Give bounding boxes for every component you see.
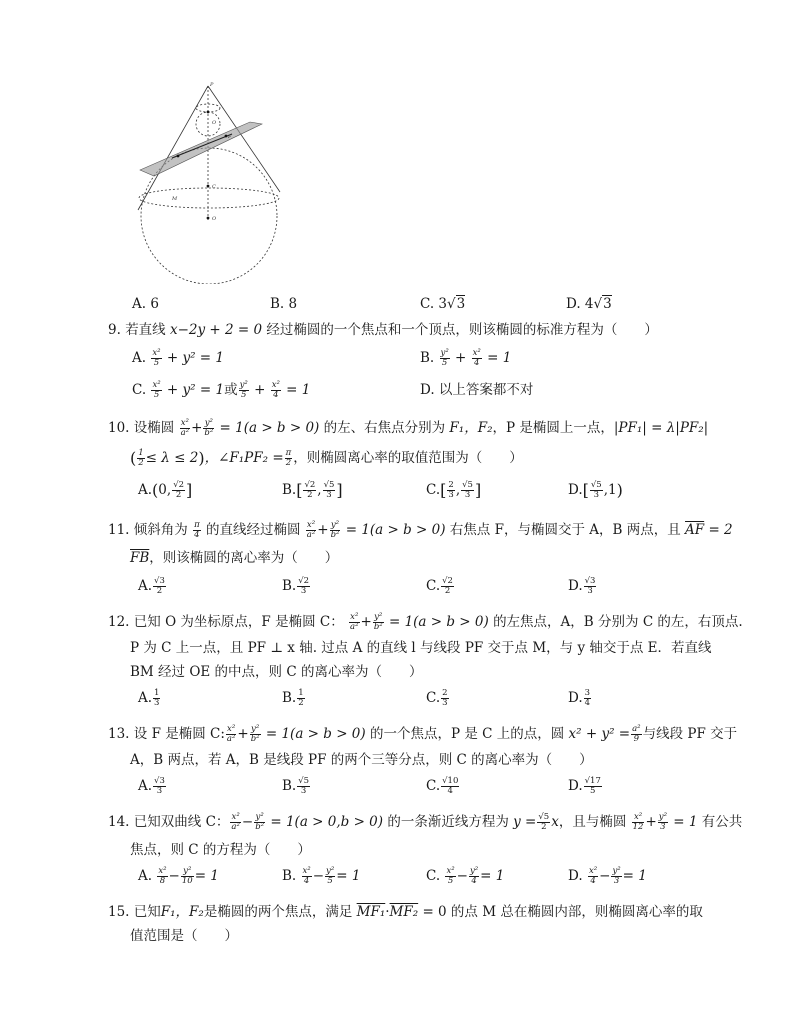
fraction: $\frac{1}{2}$: [138, 448, 144, 468]
fraction: $\frac{√5}{3}$: [298, 776, 310, 796]
fraction: $\frac{1}{3}$: [154, 688, 160, 708]
option-label: A.: [138, 868, 153, 884]
stem: 的左、右焦点分别为: [323, 420, 446, 436]
stem: 已知: [133, 904, 161, 920]
stem: 值范围是（ ）: [130, 928, 238, 944]
question-12-line2: [130, 638, 712, 658]
variable: x: [551, 814, 559, 830]
stem: ，则该椭圆的离心率为（ ）: [149, 550, 339, 566]
fraction: $\frac{\text{y²}}{10}$: [181, 866, 193, 886]
equation: = 1: [336, 868, 361, 884]
q14-option-b[interactable]: B. $\frac{\text{x²}}{4}$ − $\frac{\text{y²}}{5}$ = 1: [282, 866, 361, 886]
equation: = 1: [622, 868, 647, 884]
fraction: $\frac{√3}{3}$: [154, 776, 165, 796]
q12-option-b[interactable]: [282, 688, 306, 708]
vector: MF₁: [356, 904, 386, 920]
option-label: C.: [426, 778, 441, 794]
fraction: $\frac{√5}{3}$: [590, 480, 602, 500]
stem: 设椭圆: [133, 420, 175, 436]
asymptote: y =: [513, 814, 537, 830]
question-15-line2: [130, 926, 238, 946]
option-label: B. 8: [270, 296, 298, 312]
question-number: 10.: [108, 420, 130, 436]
stem: 焦点，则 C 的方程为（ ）: [130, 842, 311, 858]
question-13: 13. 设 F 是椭圆 C: $\frac{\text{x²}}{\text{a²}}$ + $\frac{\text{y²}}{\text{b²}}$ = 1(a > b > 0) 的一个焦点，P 是 C 上的点，圆 x² + y² = $\frac{\text{a²}}{9}$ 与线段 PF 交于: [108, 724, 738, 744]
q11-option-b[interactable]: [282, 576, 311, 596]
question-number: 13.: [108, 726, 130, 742]
condition: = 1(a > b > 0): [219, 420, 320, 436]
option-label: C.: [426, 578, 441, 594]
fraction: $\frac{√17}{5}$: [584, 776, 601, 796]
stem: ，且与椭圆: [558, 814, 627, 830]
q8-option-d[interactable]: [566, 294, 612, 314]
fraction: $\frac{\text{x²}}{\text{a²}}$: [350, 612, 359, 632]
fraction: $\frac{\text{x²}}{12}$: [632, 812, 644, 832]
stem: 设 F 是椭圆 C:: [133, 726, 225, 742]
q9-option-a[interactable]: A. $\frac{\text{x²}}{5}$ + y² = 1: [132, 348, 224, 368]
fraction: $\frac{\text{x²}}{\text{a²}}$: [306, 520, 316, 540]
stem: A，B 两点，若 A，B 是线段 PF 的两个三等分点，则 C 的离心率为（ ）: [130, 752, 593, 768]
fraction: $\frac{\text{x²}}{4}$: [271, 380, 280, 400]
fraction: $\frac{\text{x²}}{5}$: [152, 348, 161, 368]
option-label: D.: [568, 868, 583, 884]
option-label: B.: [282, 578, 297, 594]
angle: ，∠F₁PF₂ =: [204, 450, 284, 466]
fraction: $\frac{\text{y²}}{\text{b²}}$: [250, 724, 260, 744]
fraction: $\frac{\text{y²}}{\text{b²}}$: [255, 812, 265, 832]
fraction: $\frac{\text{y²}}{\text{b²}}$: [204, 418, 214, 438]
option-label: C.: [426, 482, 441, 498]
option-label: D. 4: [566, 296, 594, 312]
q12-option-a[interactable]: [138, 688, 161, 708]
q8-option-c[interactable]: [420, 294, 465, 314]
stem: 倾斜角为: [133, 522, 188, 538]
stem: 是椭圆的两个焦点，满足: [203, 904, 353, 920]
question-12-line3: [130, 662, 422, 682]
stem: ，P 是椭圆上一点，: [492, 420, 614, 436]
question-13-line2: [130, 750, 593, 770]
q14-option-a[interactable]: A. $\frac{\text{x²}}{8}$ − $\frac{\text{y²}}{10}$ = 1: [138, 866, 219, 886]
fraction: $\frac{\text{y²}}{3}$: [612, 866, 621, 886]
ratio: |PF₁| = λ|PF₂|: [613, 420, 709, 436]
fraction: $\frac{√3}{2}$: [154, 576, 165, 596]
question-12: 12. 已知 O 为坐标原点，F 是椭圆 C： $\frac{\text{x²}}{\text{a²}}$ + $\frac{\text{y²}}{\text{b²}}$ = 1(a > b > 0) 的左焦点，A，B 分别为 C 的左，右顶点.: [108, 612, 743, 632]
equation: = 1: [194, 868, 219, 884]
sqrt-icon: √: [447, 296, 456, 312]
svg-text:F: F: [228, 134, 232, 140]
fraction: $\frac{\text{x²}}{4}$: [302, 866, 311, 886]
option-label: B.: [282, 868, 297, 884]
question-15: [108, 902, 703, 922]
stem: 的一个焦点，P 是 C 上的点，圆: [369, 726, 565, 742]
option-label: A.: [138, 778, 153, 794]
stem: 经过椭圆的一个焦点和一个顶点，则该椭圆的标准方程为（ ）: [266, 322, 658, 338]
option-label: B.: [282, 690, 297, 706]
q13-option-d[interactable]: [568, 776, 603, 796]
fraction: $\frac{√2}{2}$: [304, 480, 316, 500]
fraction: $\frac{\text{y²}}{\text{b²}}$: [330, 520, 340, 540]
condition: = 1(a > b > 0): [345, 522, 446, 538]
q13-option-b[interactable]: [282, 776, 311, 796]
foci: F₁，F₂: [160, 904, 204, 920]
dot-operator: ·: [385, 904, 390, 920]
fraction: $\frac{\text{x²}}{5}$: [152, 380, 161, 400]
q8-option-b[interactable]: [270, 294, 297, 314]
foci: F₁，F₂: [449, 420, 493, 436]
stem: 已知双曲线 C：: [133, 814, 230, 830]
fraction: $\frac{\text{x²}}{\text{a²}}$: [180, 418, 190, 438]
fraction: $\frac{√5}{3}$: [462, 480, 473, 500]
q10-option-a[interactable]: A.(0, $\frac{√2}{2}$ ]: [138, 480, 193, 500]
svg-text:C: C: [212, 184, 216, 190]
question-10-line2: ( $\frac{1}{2}$ ≤ λ ≤ 2)，∠F₁PF₂ = $\frac{\pi}{2}$ ，则椭圆离心率的取值范围为（ ）: [130, 448, 523, 468]
option-label: C.: [132, 382, 147, 398]
q13-option-a[interactable]: [138, 776, 167, 796]
fraction: $\frac{√5}{3}$: [323, 480, 335, 500]
q9-option-b[interactable]: B. $\frac{\text{y²}}{5}$ + $\frac{\text{x²}}{4}$ = 1: [420, 348, 512, 368]
fraction: $\frac{\text{x²}}{4}$: [588, 866, 598, 886]
svg-text:O: O: [212, 216, 217, 222]
stem: 有公共: [701, 814, 743, 830]
fraction: $\frac{2}{3}$: [448, 480, 454, 500]
fraction: $\frac{\text{y²}}{5}$: [440, 348, 449, 368]
stem: 与线段 PF 交于: [642, 726, 738, 742]
fraction: $\frac{√10}{4}$: [442, 776, 459, 796]
option-label: A.: [138, 690, 153, 706]
option-label: A.: [138, 482, 153, 498]
q10-option-b[interactable]: B.[ $\frac{√2}{2}$ , $\frac{√5}{3}$ ]: [282, 480, 343, 500]
vector: MF₂: [389, 904, 419, 920]
svg-text:P: P: [210, 82, 214, 88]
fraction: $\frac{1}{2}$: [298, 688, 304, 708]
fraction: $\frac{\text{x²}}{8}$: [158, 866, 167, 886]
fraction: $\frac{\text{y²}}{3}$: [658, 812, 667, 832]
question-9: [108, 320, 658, 340]
fraction: $\frac{√2}{2}$: [442, 576, 453, 596]
question-11: 11. 倾斜角为 $\frac{\pi}{4}$ 的直线经过椭圆 $\frac{\text{x²}}{\text{a²}}$ + $\frac{\text{y²}}{\text{b²}}$ = 1(a > b > 0) 右焦点 F，与椭圆交于 A，B 两点，且 $\overline{AF} = 2$: [108, 520, 733, 540]
q10-option-d[interactable]: D.[ $\frac{√5}{3}$ ,1): [568, 480, 623, 500]
stem: 的左焦点，A，B 分别为 C 的左，右顶点.: [493, 614, 743, 630]
fraction: $\frac{3}{4}$: [584, 688, 591, 708]
question-14-line2: [130, 840, 311, 860]
cone-sphere-figure: [132, 82, 282, 284]
fraction: $\frac{\text{y²}}{\text{b²}}$: [373, 612, 383, 632]
question-11-line2: [130, 548, 338, 568]
q9-option-d[interactable]: [420, 380, 533, 400]
question-10: 10. 设椭圆 $\frac{\text{x²}}{\text{a²}}$ + $\frac{\text{y²}}{\text{b²}}$ = 1(a > b > 0) 的左、右焦点分别为 F₁，F₂，P 是椭圆上一点，|PF₁| = λ|PF₂|: [108, 418, 709, 438]
option-label: B.: [282, 778, 297, 794]
q11-option-a[interactable]: [138, 576, 167, 596]
stem: 的一条渐近线方程为: [387, 814, 509, 830]
option-label: B.: [282, 482, 297, 498]
option-label: C.: [426, 690, 441, 706]
q12-option-d[interactable]: [568, 688, 592, 708]
radicand: 3: [456, 296, 466, 312]
option-label: C.: [426, 868, 441, 884]
option-label: A.: [138, 578, 153, 594]
fraction: $\frac{\pi}{2}$: [285, 448, 292, 468]
stem: P 为 C 上一点，且 PF ⊥ x 轴. 过点 A 的直线 l 与线段 PF 交于点 M，与 y 轴交于点 E．若直线: [130, 640, 712, 656]
fraction: $\frac{√2}{3}$: [298, 576, 310, 596]
range: ≤ λ ≤ 2: [145, 450, 199, 466]
option-label: D.: [568, 482, 583, 498]
option-label: D.: [568, 690, 583, 706]
q14-option-c[interactable]: C. $\frac{\text{x²}}{5}$ − $\frac{\text{y²}}{4}$ = 1: [426, 866, 505, 886]
option-label: D.: [568, 778, 583, 794]
fraction: $\frac{\text{a²}}{9}$: [632, 724, 641, 744]
line-equation: x−2y + 2 = 0: [169, 322, 263, 338]
option-label: D.: [568, 578, 583, 594]
question-number: 15.: [108, 904, 130, 920]
option-label: D. 以上答案都不对: [420, 382, 534, 398]
vector: $\overline{FB}$: [130, 550, 150, 566]
condition: = 1(a > 0,b > 0): [270, 814, 384, 830]
option-label: B.: [420, 350, 435, 366]
fraction: $\frac{√2}{2}$: [173, 480, 185, 500]
fraction: $\frac{2}{3}$: [442, 688, 448, 708]
condition: = 1(a > b > 0): [265, 726, 366, 742]
fraction: $\frac{\text{x²}}{4}$: [472, 348, 481, 368]
fraction: $\frac{\text{x²}}{\text{a²}}$: [226, 724, 236, 744]
stem: 右焦点 F，与椭圆交于 A，B 两点，且: [449, 522, 681, 538]
q13-option-c[interactable]: [426, 776, 460, 796]
q11-option-d[interactable]: [568, 576, 597, 596]
radicand: 3: [603, 296, 612, 312]
circle-equation: x² + y² =: [568, 726, 631, 742]
fraction: $\frac{\text{y²}}{5}$: [239, 380, 248, 400]
option-label: A. 6: [132, 296, 159, 312]
stem: BM 经过 OE 的中点，则 C 的离心率为（ ）: [130, 664, 423, 680]
fraction: $\frac{\text{y²}}{5}$: [326, 866, 335, 886]
svg-text:M: M: [172, 196, 178, 202]
q11-option-c[interactable]: [426, 576, 455, 596]
stem: 若直线: [125, 322, 166, 338]
fraction: $\frac{√5}{2}$: [538, 812, 550, 832]
question-number: 14.: [108, 814, 130, 830]
question-number: 12.: [108, 614, 130, 630]
stem: 的直线经过椭圆: [205, 522, 301, 538]
question-number: 9.: [108, 322, 121, 338]
fraction: $\frac{\text{x²}}{\text{a²}}$: [231, 812, 240, 832]
q10-option-c[interactable]: C.[ $\frac{2}{3}$ , $\frac{√5}{3}$ ]: [426, 480, 482, 500]
equation: = 1: [673, 814, 698, 830]
q14-option-d[interactable]: D. $\frac{\text{x²}}{4}$ − $\frac{\text{y²}}{3}$ = 1: [568, 866, 647, 886]
question-number: 11.: [108, 522, 130, 538]
option-label: A.: [132, 350, 147, 366]
or-text: 或: [224, 382, 238, 398]
svg-text:O: O: [212, 120, 217, 126]
q12-option-c[interactable]: [426, 688, 450, 708]
option-label: C. 3: [420, 296, 448, 312]
equation: = 1: [480, 868, 505, 884]
condition: = 1(a > b > 0): [388, 614, 489, 630]
stem: ，则椭圆离心率的取值范围为（ ）: [293, 450, 523, 466]
equation: = 2: [708, 522, 733, 538]
fraction: $\frac{\text{x²}}{5}$: [446, 866, 455, 886]
vector: $\overline{AF}$: [685, 522, 705, 538]
stem: 已知 O 为坐标原点，F 是椭圆 C：: [133, 614, 344, 630]
q9-option-c[interactable]: C. $\frac{\text{x²}}{5}$ + y² = 1或 $\frac{\text{y²}}{5}$ + $\frac{\text{x²}}{4}$ = 1: [132, 380, 311, 400]
fraction: $\frac{√3}{3}$: [584, 576, 596, 596]
question-14: 14. 已知双曲线 C： $\frac{\text{x²}}{\text{a²}}$ − $\frac{\text{y²}}{\text{b²}}$ = 1(a > 0,b > 0) 的一条渐近线方程为 y = $\frac{√5}{2}$ x，且与椭圆 $\frac{\text{x²}}{12}$ + $\frac{\text{y²}}{3}$ = 1 有公共: [108, 812, 743, 832]
fraction: $\frac{\text{y²}}{4}$: [469, 866, 479, 886]
stem: = 0 的点 M 总在椭圆内部，则椭圆离心率的取: [422, 904, 703, 920]
sqrt-icon: √: [593, 296, 603, 312]
fraction: $\frac{\pi}{4}$: [194, 520, 200, 540]
q8-option-a[interactable]: [132, 294, 159, 314]
